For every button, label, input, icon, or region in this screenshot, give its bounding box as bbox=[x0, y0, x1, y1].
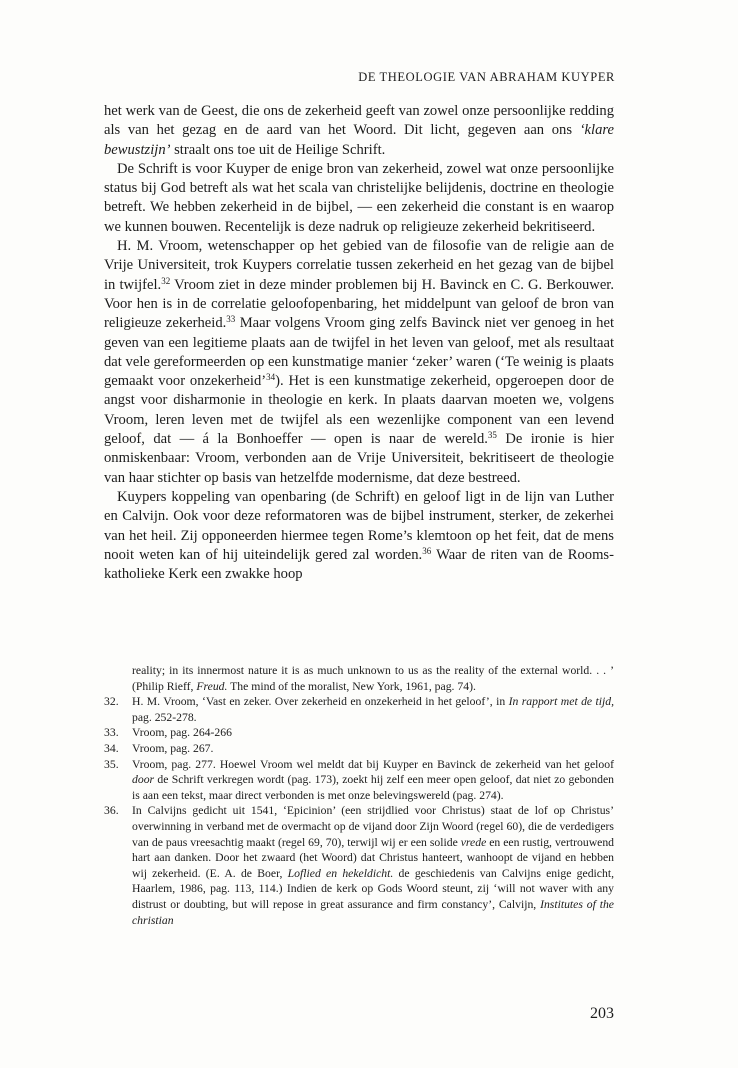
text-run: De ironie is hier onmiskenbaar: Vroom, verbonden aan de Vrije Universiteit, bekritiseert de theologie van haar stichter op basis van hetzelfde modernisme, dat deze bestreed. bbox=[104, 431, 615, 486]
page-number: 203 bbox=[590, 1005, 614, 1022]
footnote-33 bbox=[104, 725, 614, 741]
text-run: reality; in its innermost nature it is as much unknown to us as the reality of the external world. . . ’ (Philip Rieff, bbox=[132, 664, 614, 693]
footnote-continuation bbox=[104, 663, 614, 694]
text-run: de geschiedenis van Calvijns enige gedicht, Haarlem, 1986, pag. 113, 114.) Indien de kerk op Gods Woord steunt, zij ‘will not waver with any distrust or doubting, but will repose in great assurance and firm constancy’, Calvijn, bbox=[132, 866, 615, 911]
text-run: ). Het is een kunstmatige zekerheid, opgeroepen door de angst voor disharmonie in theologie en kerk. In plaats daarvan moeten we, volgens Vroom, leren leven met de twijfel als een wezenlijke component van een levend geloof, dat — á la Bonhoeffer — open is naar de wereld. bbox=[104, 373, 614, 448]
text-run: Vroom, pag. 277. Hoewel Vroom wel meldt dat bij Kuyper en Bavinck de zekerheid van het geloof bbox=[132, 757, 614, 771]
emphasis: door bbox=[132, 773, 155, 787]
text-run: het werk van de Geest, die ons de zekerheid geeft van zowel onze persoonlijke redding als van het gezag en de aard van het Woord. Dit licht, gegeven aan ons bbox=[104, 103, 614, 139]
text-run: The mind of the moralist, New York, 1961, pag. 74). bbox=[227, 679, 476, 693]
emphasis: In rapport met de tijd, bbox=[508, 695, 615, 709]
footnote-35 bbox=[104, 757, 614, 804]
footnote-number: 35. bbox=[104, 757, 119, 771]
footnote-ref-32: 32 bbox=[161, 275, 171, 286]
footnote-number: 34. bbox=[104, 741, 119, 755]
text-run: de Schrift verkregen wordt (pag. 173), zoekt hij zelf een meer open geloof, dat niet zo gebonden is aan een tekst, maar direct verbonden is met onze belevingswereld (pag. 274). bbox=[132, 773, 614, 802]
text-run: pag. 252-278. bbox=[132, 710, 197, 724]
footnotes bbox=[104, 663, 614, 928]
footnote-number: 36. bbox=[104, 804, 119, 818]
emphasis: vrede bbox=[460, 835, 487, 849]
paragraph-3 bbox=[104, 237, 614, 488]
text-run: straalt ons toe uit de Heilige Schrift. bbox=[170, 141, 386, 158]
footnote-36 bbox=[104, 803, 614, 928]
emphasis: Freud. bbox=[196, 679, 228, 693]
text-run: Vroom, pag. 267. bbox=[132, 741, 214, 755]
footnote-ref-35: 35 bbox=[487, 430, 497, 441]
text-run: en een rustig, vertrouwend hart aan danken. Door het zwaard (het Woord) dat Christus hanteert, wanhoopt de vijand en hebben wij zekerheid. (E. A. de Boer, bbox=[132, 835, 615, 880]
main-text bbox=[104, 102, 614, 584]
footnote-number: 32. bbox=[104, 695, 119, 709]
footnote-number: 33. bbox=[104, 726, 119, 740]
footnote-32 bbox=[104, 694, 614, 725]
paragraph-4 bbox=[104, 488, 614, 584]
text-run: In Calvijns gedicht uit 1541, ‘Epicinion’ (een strijdlied voor Christus) staat de lof op Christus’ overwinning in verband met de overmacht op de vijand door Zijn Woord (regel 60), die de verdedigers van de paus vreesachtig maakt (regel 69, 70), terwijl wij er een solide bbox=[132, 804, 614, 849]
footnote-ref-34: 34 bbox=[266, 372, 276, 383]
footnote-ref-36: 36 bbox=[422, 545, 432, 556]
footnote-34 bbox=[104, 741, 614, 757]
emphasis: Institutes of the christian bbox=[132, 897, 614, 927]
text-run: Vroom ziet in deze minder problemen bij H. Bavinck en C. G. Berkouwer. Voor hen is in de correlatie geloofopenbaring, het middelpunt van geloof de bron van religieuze zekerheid. bbox=[104, 276, 615, 332]
text-run: Kuypers koppeling van openbaring (de Schrift) en geloof ligt in de lijn van Luther en Calvijn. Ook voor deze reformatoren was de bijbel instrument, sterker, de zekerhei van het heil. Zij opponeerden hiermee tegen Rome’s klemtoon op het feit, dat de mens nooit weten kan of hij uiteindelijk gered zal worden. bbox=[104, 488, 614, 563]
text-run: Waar de riten van de Rooms-katholieke Kerk een zwakke hoop bbox=[104, 546, 614, 583]
text-run: Maar volgens Vroom ging zelfs Bavinck niet ver genoeg in het geven van een legitieme plaats aan de twijfel in het leven van geloof, met als resultaat dat vele gereformeerden op een kunstmatige manier ‘zeker’ waren (‘Te weinig is plaats gemaakt voor onzekerheid’ bbox=[104, 315, 614, 390]
running-head: DE THEOLOGIE VAN ABRAHAM KUYPER bbox=[358, 70, 615, 84]
emphasis: ‘klare bewustzijn’ bbox=[104, 122, 614, 158]
text-run: H. M. Vroom, ‘Vast en zeker. Over zekerheid en onzekerheid in het geloof’, in bbox=[132, 695, 509, 709]
paragraph-1 bbox=[104, 102, 614, 160]
text-run: Vroom, pag. 264-266 bbox=[132, 726, 232, 740]
emphasis: Loflied en hekeldicht. bbox=[287, 866, 394, 880]
footnote-ref-33: 33 bbox=[226, 314, 236, 325]
paragraph-2: De Schrift is voor Kuyper de enige bron van zekerheid, zowel wat onze persoonlijke status bij God betreft als wat het scala van christelijke belijdenis, doctrine en theologie betreft. We hebben zekerheid in de bijbel, — een zekerheid die constant is en waarop we kunnen bouwen. Recentelijk is deze nadruk op religieuze zekerheid bekritiseerd. bbox=[104, 160, 614, 235]
text-run: H. M. Vroom, wetenschapper op het gebied van de filosofie van de religie aan de Vrije Universiteit, trok Kuypers correlatie tussen zekerheid en het gezag van de bijbel in twijfel. bbox=[104, 238, 614, 293]
